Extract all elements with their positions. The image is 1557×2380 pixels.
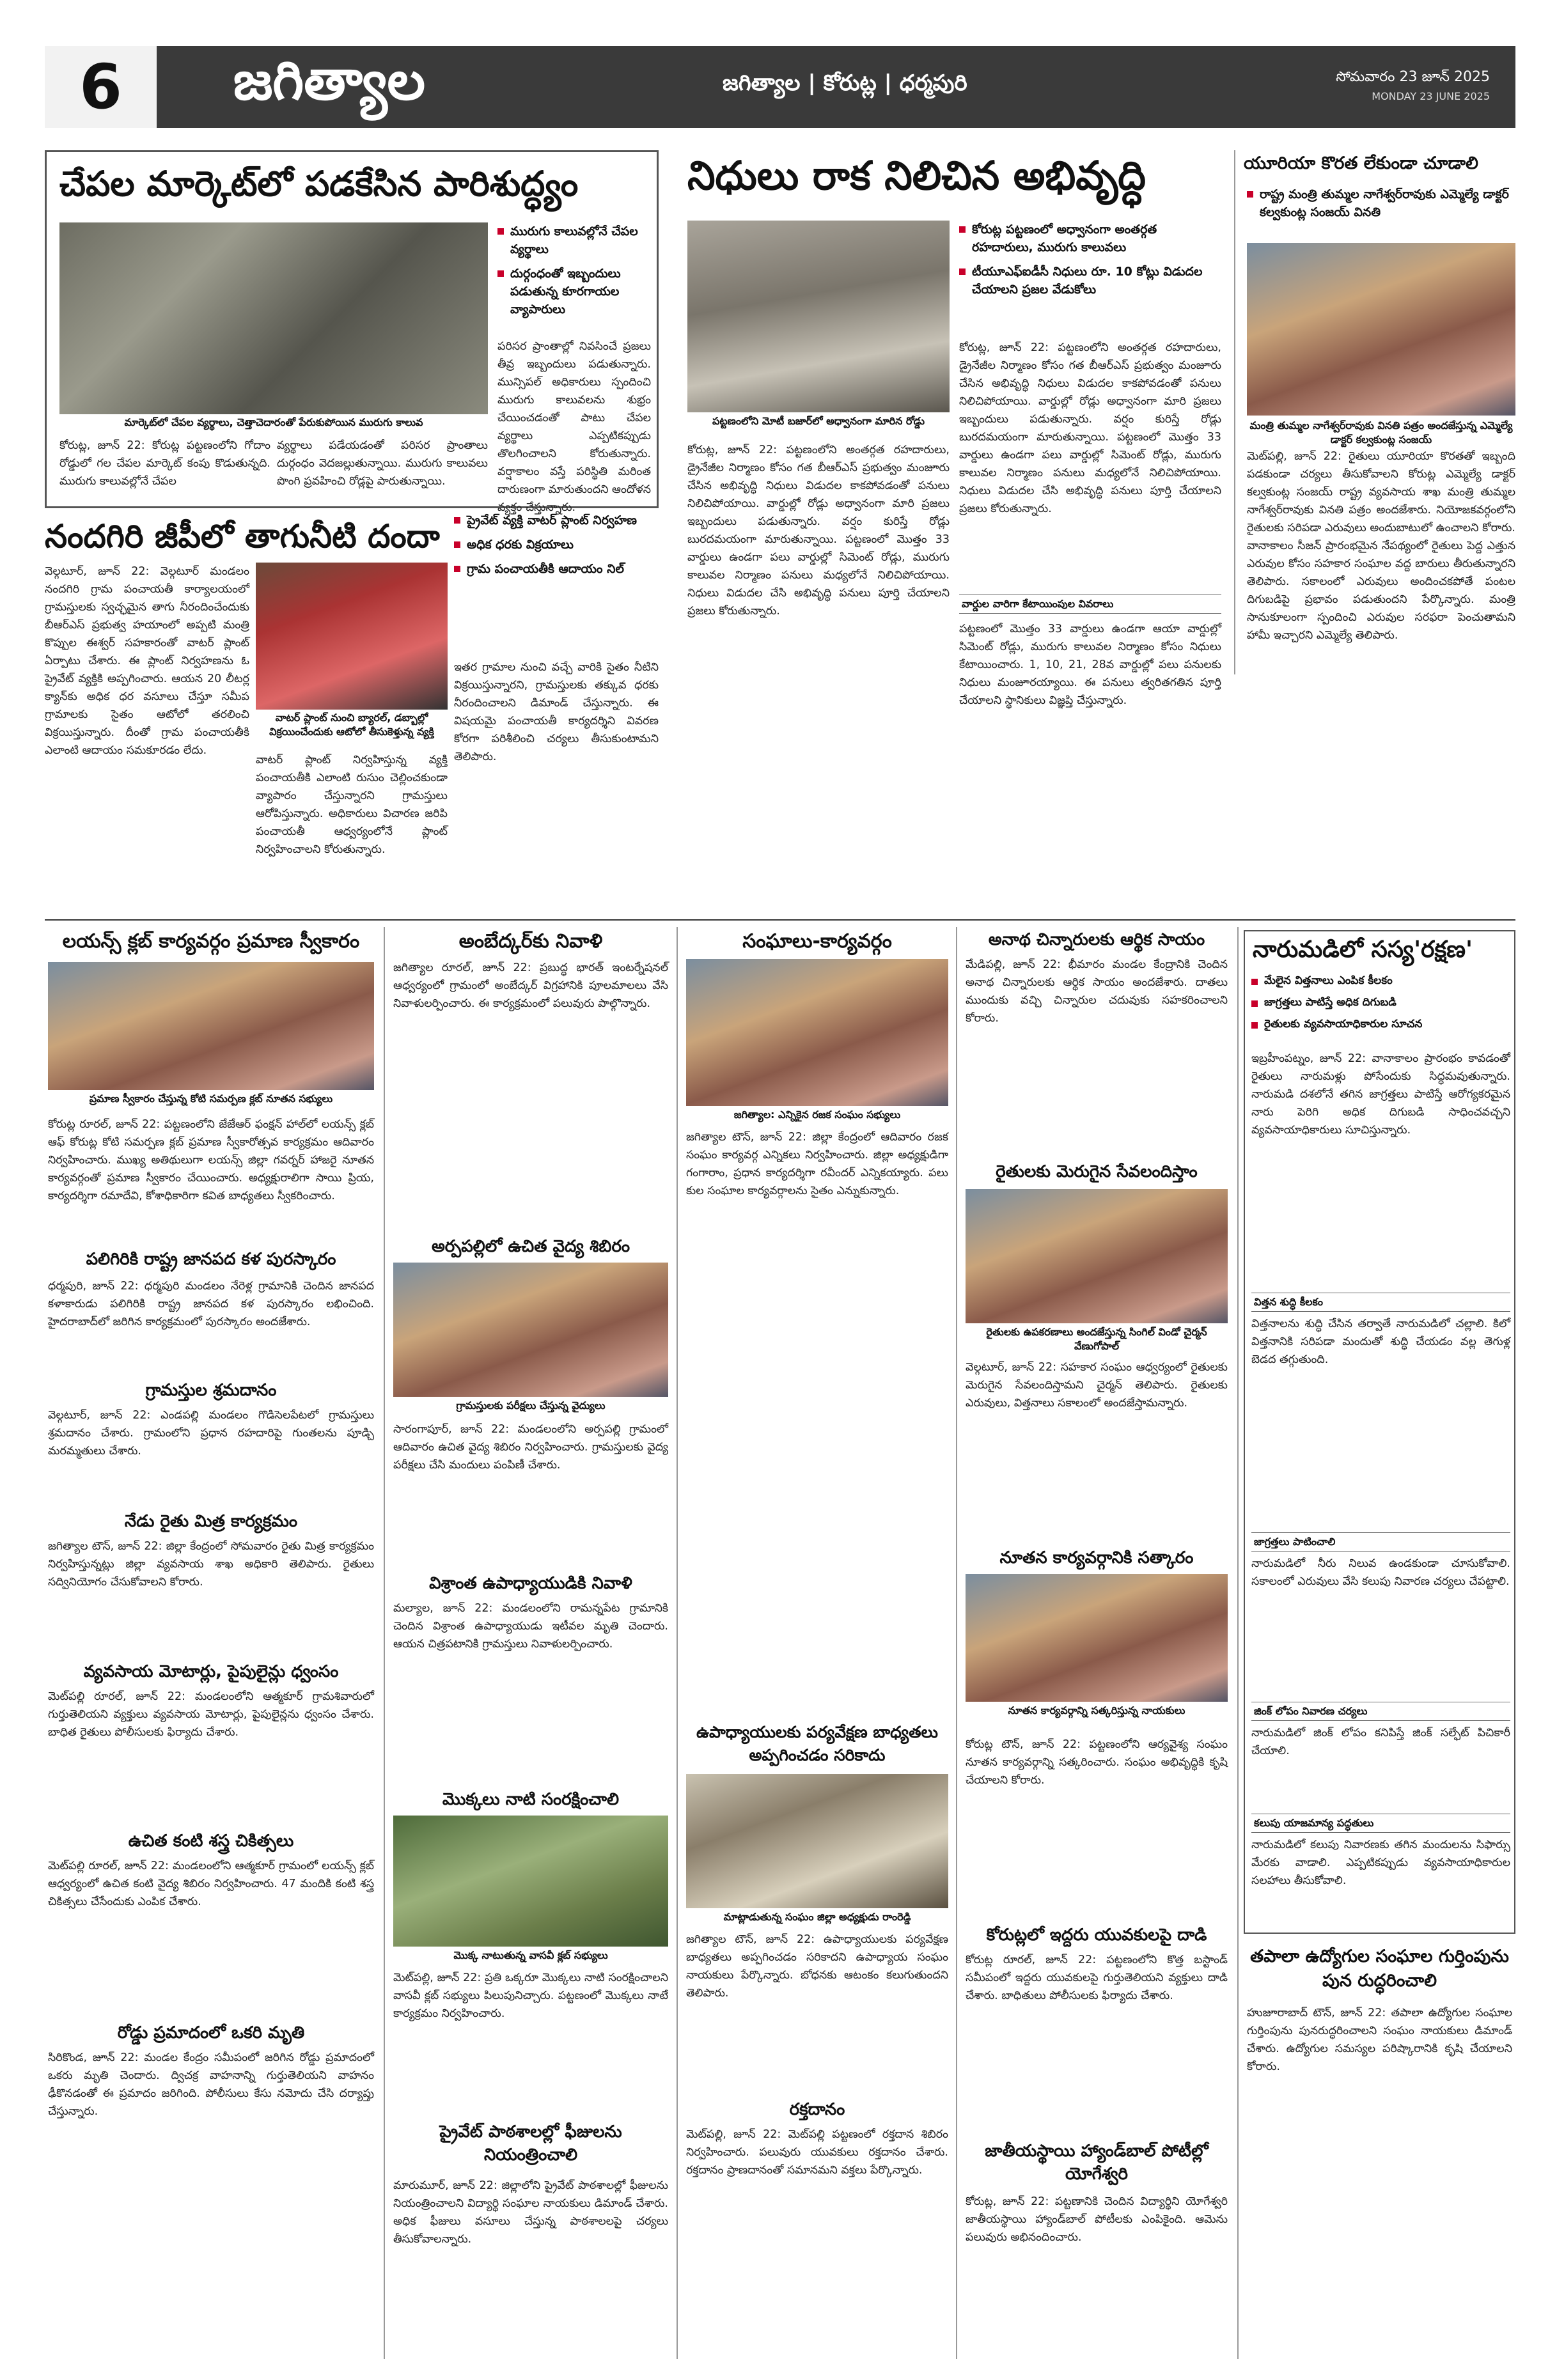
photo-caption: మొక్క నాటుతున్న వాసవీ క్లబ్ సభ్యులు [453, 1949, 608, 1961]
date-english: MONDAY 23 JUNE 2025 [1372, 90, 1490, 102]
article-body: మేడిపల్లి, జూన్ 22: భీమారం మండల కేంద్రానికి చెందిన అనాథ చిన్నారులకు ఆర్థిక సాయం అందజేశారు. దాతలు ముందుకు వచ్చి చిన్నారుల చదువుకు సహకరించాలని కోరారు. [966, 958, 1228, 1025]
photo-caption: జగిత్యాల: ఎన్నికైన రజక సంఘం సభ్యులు [733, 1108, 901, 1121]
issue-date [1336, 68, 1490, 106]
article-body: జగిత్యాల టౌన్, జూన్ 22: జిల్లా కేంద్రంలో సోమవారం రైతు మిత్ర కార్యక్రమం నిర్వహిస్తున్నట్లు జిల్లా వ్యవసాయ శాఖ అధికారి తెలిపారు. రైతులు సద్వినియోగం చేసుకోవాలని కోరారు. [48, 1540, 374, 1589]
column-divider [1237, 927, 1239, 2359]
article-body: వాటర్ ప్లాంట్ నిర్వహిస్తున్న వ్యక్తి పంచాయతీకి ఎలాంటి రుసుం చెల్లించకుండా వ్యాపారం చేస్తున్నారని గ్రామస్తులు ఆరోపిస్తున్నారు. అధికారులు విచారణ జరిపి పంచాయతీ ఆధ్వర్యంలోనే ప్లాంట్ నిర్వహించాలని కోరుతున్నారు. [256, 754, 448, 856]
column-divider [1234, 150, 1235, 674]
section-divider [45, 919, 1515, 921]
article-body: మెట్‌పల్లి, జూన్ 22: రైతులు యూరియా కొరతతో ఇబ్బంది పడకుండా చర్యలు తీసుకోవాలని కోరుట్ల ఎమ్మెల్యే డాక్టర్ కల్వకుంట్ల సంజయ్ రాష్ట్ర వ్యవసాయ శాఖ మంత్రి తుమ్మల నాగేశ్వర్‌రావుకు వినతి పత్రం అందజేశారు. నియోజకవర్గంలోని రైతులకు సరిపడా ఎరువులు అందుబాటులో ఉంచాలని కోరారు. వానాకాలం సీజన్ ప్రారంభమైన నేపథ్యంలో రైతులు పెద్ద ఎత్తున ఎరువుల కోసం సహకార సంఘాల వద్ద బారులు తీరుతున్నారని తెలిపారు. సకాలంలో ఎరువులు అందించకపోతే పంటల దిగుబడిపై ప్రభావం పడుతుందని పేర్కొన్నారు. మంత్రి సానుకూలంగా స్పందించి ఎరువుల సరఫరా పెంచుతామని హామీ ఇచ్చారని ఎమ్మెల్యే తెలిపారు. [1247, 450, 1516, 642]
article-body: నారుమడిలో జింక్ లోపం కనిపిస్తే జింక్ సల్ఫేట్ పిచికారీ చేయాలి. [1251, 1727, 1510, 1757]
article-body: మల్యాల, జూన్ 22: మండలంలోని రామన్నపేట గ్రామానికి చెందిన విశ్రాంత ఉపాధ్యాయుడు ఇటీవల మృతి చెందారు. ఆయన చిత్రపటానికి గ్రామస్తులు నివాళులర్పించారు. [393, 1602, 668, 1651]
article-body: విత్తనాలను శుద్ధి చేసిన తర్వాతే నారుమడిలో చల్లాలి. కిలో విత్తనానికి సరిపడా మందుతో శుద్ధి చేయడం వల్ల తెగుళ్ల బెడద తగ్గుతుంది. [1251, 1318, 1510, 1366]
bullet-item: దుర్గంధంతో ఇబ్బందులు పడుతున్న కూరగాయల వ్యాపారులు [497, 265, 651, 318]
bullet-item: మేలైన విత్తనాలు ఎంపిక కీలకం [1251, 973, 1510, 988]
article-body: కోరుట్ల రూరల్, జూన్ 22: పట్టణంలోని కొత్త బస్టాండ్ సమీపంలో ఇద్దరు యువకులపై గుర్తుతెలియని వ్యక్తులు దాడి చేశారు. బాధితులు పోలీసులకు ఫిర్యాదు చేశారు. [966, 1954, 1228, 2002]
article-body: కోరుట్ల, జూన్ 22: పట్టణంలోని అంతర్గత రహదారులు, డ్రైనేజీల నిర్మాణం కోసం గత బీఆర్ఎస్ ప్రభుత్వం మంజూరు చేసిన అభివృద్ధి నిధులు విడుదల కాకపోవడంతో పనులు నిలిచిపోయాయి. వార్డుల్లో రోడ్లు అధ్వానంగా మారి ప్రజలు ఇబ్బందులు పడుతున్నారు. వర్షం కురిస్తే రోడ్లు బురదమయంగా మారుతున్నాయి. పట్టణంలో మొత్తం 33 వార్డులు ఉండగా పలు వార్డుల్లో సిమెంట్ రోడ్లు, మురుగు కాలువల నిర్మాణం పనులు మధ్యలోనే నిలిచిపోయాయి. నిధులు విడుదల చేసి అభివృద్ధి పనులు పూర్తి చేయాలని ప్రజలు కోరుతున్నారు. [959, 341, 1221, 515]
column-divider [677, 927, 678, 2359]
bullet-points [1251, 973, 1510, 1038]
article-body: ఇబ్రహీంపట్నం, జూన్ 22: వానాకాలం ప్రారంభం కావడంతో రైతులు నారుమళ్లు పోసేందుకు సిద్ధమవుతున్నారు. నారుమడి దశలోనే తగిన జాగ్రత్తలు పాటిస్తే ఆరోగ్యకరమైన నారు పెరిగి అధిక దిగుబడి సాధించవచ్చని వ్యవసాయాధికారులు సూచిస్తున్నారు. [1251, 1052, 1510, 1137]
article-body: మారుమూర్, జూన్ 22: జిల్లాలోని ప్రైవేట్ పాఠశాలల్లో ఫీజులను నియంత్రించాలని విద్యార్థి సంఘాల నాయకులు డిమాండ్ చేశారు. అధిక ఫీజులు వసూలు చేస్తున్న పాఠశాలలపై చర్యలు తీసుకోవాలన్నారు. [393, 2179, 668, 2246]
photo-caption: రైతులకు ఉపకరణాలు అందజేస్తున్న సింగిల్ విండో చైర్మన్ వేణుగోపాల్ [986, 1326, 1207, 1352]
photo-minister-petition [1247, 243, 1515, 416]
photo-farmers-aid [966, 1189, 1228, 1323]
headline: గ్రామస్తుల శ్రమదానం [145, 1381, 277, 1400]
subheading: విత్తన శుద్ధి కీలకం [1251, 1293, 1510, 1312]
headline: విశ్రాంత ఉపాధ్యాయుడికి నివాళి [429, 1574, 632, 1593]
bullet-points [1247, 185, 1515, 228]
headline: పలిగిరికి రాష్ట్ర జానపద కళ పురస్కారం [86, 1250, 336, 1269]
article-body: జగిత్యాల రూరల్, జూన్ 22: ప్రబుద్ధ భారత్ ఇంటర్నేషనల్ ఆధ్వర్యంలో గ్రామంలో అంబేద్కర్ విగ్రహానికి పూలమాలలు వేసి నివాళులర్పించారు. ఈ కార్యక్రమంలో పలువురు పాల్గొన్నారు. [393, 961, 668, 1010]
headline: అంబేద్కర్‌కు నివాళి [458, 930, 603, 953]
article-body: ధర్మపురి, జూన్ 22: ధర్మపురి మండలం నేరెళ్ల గ్రామానికి చెందిన జానపద కళాకారుడు పలిగిరికి రాష్ట్ర జానపద కళ పురస్కారం లభించింది. హైదరాబాద్‌లో జరిగిన కార్యక్రమంలో పురస్కారం అందజేశారు. [48, 1280, 374, 1328]
photo-caption: పట్టణంలోని మోటీ బజార్‌లో అధ్వానంగా మారిన రోడ్డు [712, 415, 925, 427]
article-body: మెట్‌పల్లి రూరల్, జూన్ 22: మండలంలోని ఆత్మకూర్ గ్రామంలో లయన్స్ క్లబ్ ఆధ్వర్యంలో ఉచిత కంటి వైద్య శిబిరం నిర్వహించారు. 47 మందికి కంటి శస్త్ర చికిత్సలు చేసేందుకు ఎంపిక చేశారు. [48, 1860, 374, 1908]
article-fish-market [45, 150, 659, 514]
headline: నిధులు రాక నిలిచిన అభివృద్ధి [687, 152, 1146, 199]
article-body: జగిత్యాల టౌన్, జూన్ 22: ఉపాధ్యాయులకు పర్యవేక్షణ బాధ్యతలు అప్పగించడం సరికాదని ఉపాధ్యాయ సంఘం నాయకులు పేర్కొన్నారు. బోధనకు ఆటంకం కలుగుతుందని తెలిపారు. [686, 1933, 948, 2000]
photo-caption: గ్రామస్తులకు పరీక్షలు చేస్తున్న వైద్యులు [456, 1399, 606, 1412]
article-body: కోరుట్ల, జూన్ 22: పట్టణానికి చెందిన విద్యార్థిని యోగేశ్వరి జాతీయస్థాయి హ్యాండ్‌బాల్ పోటీలకు ఎంపికైంది. ఆమెను పలువురు అభినందించారు. [966, 2195, 1228, 2244]
bullet-item: కోరుట్ల పట్టణంలో అధ్వానంగా అంతర్గత రహదారులు, మురుగు కాలువలు [959, 221, 1221, 256]
masthead [45, 46, 1515, 128]
photo-fish-market [59, 222, 488, 414]
photo-caption: ప్రమాణ స్వీకారం చేస్తున్న కోటి సమర్పణ క్లబ్ నూతన సభ్యులు [89, 1093, 333, 1105]
bullet-item: రైతులకు వ్యవసాయాధికారుల సూచన [1251, 1016, 1510, 1032]
headline: నేడు రైతు మిత్ర కార్యక్రమం [124, 1512, 298, 1531]
headline: ఉపాధ్యాయులకు పర్యవేక్షణ బాధ్యతలు అప్పగించడం సరికాదు [696, 1723, 938, 1764]
bullet-item: మురుగు కాలువల్లోనే చేపల వ్యర్థాలు [497, 222, 651, 258]
subheading: కలుపు యాజమాన్య పద్ధతులు [1251, 1814, 1510, 1833]
article-nursery-protection [1244, 930, 1515, 1934]
photo-planting [393, 1816, 668, 1947]
subheading: జింక్ లోపం నివారణ చర్యలు [1251, 1702, 1510, 1721]
article-body: కోరుట్ల టౌన్, జూన్ 22: పట్టణంలోని ఆర్యవైశ్య సంఘం నూతన కార్యవర్గాన్ని సత్కరించారు. సంఘం అభివృద్ధికి కృషి చేయాలని కోరారు. [966, 1738, 1228, 1787]
photo-felicitation [966, 1574, 1228, 1702]
headline: రక్తదానం [789, 2100, 845, 2119]
photo-caption: నూతన కార్యవర్గాన్ని సత్కరిస్తున్న నాయకులు [1008, 1704, 1185, 1716]
article-body: వ్యర్థాలు పడేయడంతో పరిసర ప్రాంతాలు దుర్గంధం వెదజల్లుతున్నాయి. మురుగు కాలువలు పొంగి ప్రవహించి రోడ్లపై పారుతున్నాయి. [277, 439, 488, 488]
article-body: కోరుట్ల, జూన్ 22: పట్టణంలోని అంతర్గత రహదారులు, డ్రైనేజీల నిర్మాణం కోసం గత బీఆర్ఎస్ ప్రభుత్వం మంజూరు చేసిన అభివృద్ధి నిధులు విడుదల కాకపోవడంతో పనులు నిలిచిపోయాయి. వార్డుల్లో రోడ్లు అధ్వానంగా మారి ప్రజలు ఇబ్బందులు పడుతున్నారు. వర్షం కురిస్తే రోడ్లు బురదమయంగా మారుతున్నాయి. పట్టణంలో మొత్తం 33 వార్డులు ఉండగా పలు వార్డుల్లో సిమెంట్ రోడ్లు, మురుగు కాలువల నిర్మాణం పనులు మధ్యలోనే నిలిచిపోయాయి. నిధులు విడుదల చేసి అభివృద్ధి పనులు పూర్తి చేయాలని ప్రజలు కోరుతున్నారు. [687, 444, 950, 618]
headline: జాతీయస్థాయి హ్యాండ్‌బాల్ పోటీల్లో యోగేశ్వరి [985, 2142, 1209, 2184]
headline: చేపల మార్కెట్‌లో పడకేసిన పారిశుద్ధ్యం [59, 164, 579, 204]
headline: అర్పపల్లిలో ఉచిత వైద్య శిబిరం [431, 1237, 630, 1256]
article-body: మెట్‌పల్లి, జూన్ 22: ప్రతి ఒక్కరూ మొక్కలు నాటి సంరక్షించాలని వాసవీ క్లబ్ సభ్యులు పిలుపునిచ్చారు. పట్టణంలో మొక్కలు నాటే కార్యక్రమం నిర్వహించారు. [393, 1972, 668, 2020]
photo-caption: వాటర్ ప్లాంట్ నుంచి బ్యారల్, డబ్బాల్లో విక్రయించేందుకు ఆటోలో తీసుకెళ్తున్న వ్యక్తి [269, 712, 434, 738]
article-body: కోరుట్ల రూరల్, జూన్ 22: పట్టణంలోని జేజేఆర్ ఫంక్షన్ హాల్‌లో లయన్స్ క్లబ్ ఆఫ్ కోరుట్ల కోటి సమర్పణ క్లబ్ ప్రమాణ స్వీకారోత్సవ కార్యక్రమం ఆదివారం నిర్వహించారు. ముఖ్య అతిథులుగా లయన్స్ జిల్లా గవర్నర్ హాజరై నూతన కార్యవర్గంతో ప్రమాణ స్వీకారం చేయించారు. అధ్యక్షురాలిగా సాయి ప్రియ, కార్యదర్శిగా రమాదేవి, కోశాధికారిగా కవిత బాధ్యతలు స్వీకరించారు. [48, 1118, 374, 1202]
headline: కోరుట్లలో ఇద్దరు యువకులపై దాడి [986, 1925, 1207, 1945]
headline: వ్యవసాయ మోటార్లు, పైపులైన్లు ధ్వంసం [83, 1662, 339, 1681]
article-body: మెట్‌పల్లి, జూన్ 22: మెట్‌పల్లి పట్టణంలో రక్తదాన శిబిరం నిర్వహించారు. పలువురు యువకులు రక్తదానం చేశారు. రక్తదానం ప్రాణదానంతో సమానమని వక్తలు పేర్కొన్నారు. [686, 2128, 948, 2177]
headline: తపాలా ఉద్యోగుల సంఘాల గుర్తింపును పున రుద్ధరించాలి [1250, 1947, 1509, 1991]
article-body: నారుమడిలో కలుపు నివారణకు తగిన మందులను సిఫార్సు మేరకు వాడాలి. ఎప్పటికప్పుడు వ్యవసాయాధికారుల సలహాలు తీసుకోవాలి. [1251, 1839, 1510, 1887]
article-body: వెల్గటూర్, జూన్ 22: వెల్గటూర్ మండలం నందగిరి గ్రామ పంచాయతీ కార్యాలయంలో గ్రామస్తులకు స్వచ్ఛమైన తాగు నీరందించేందుకు బీఆర్ఎస్ ప్రభుత్వ హయాంలో అప్పటి మంత్రి కొప్పుల ఈశ్వర్ సహకారంతో వాటర్ ప్లాంట్ ఏర్పాటు చేశారు. ఈ ప్లాంట్ నిర్వహణను ఓ ప్రైవేట్ వ్యక్తికి అప్పగించారు. ఆయన 20 లీటర్ల క్యాన్‌కు అధిక ధర వసూలు చేస్తూ సమీప గ్రామాలకు సైతం ఆటోలో తరలించి విక్రయిస్తున్నారు. దీంతో గ్రామ పంచాయతీకి ఎలాంటి ఆదాయం సమకూరడం లేదు. [45, 565, 249, 757]
photo-association-members [686, 959, 948, 1106]
subheading: జాగ్రత్తలు పాటించాలి [1251, 1532, 1510, 1552]
article-body: పరిసర ప్రాంతాల్లో నివసించే ప్రజలు తీవ్ర ఇబ్బందులు పడుతున్నారు. మున్సిపల్ అధికారులు స్పందించి మురుగు కాలువలను శుభ్రం చేయించడంతో పాటు చేపల వ్యర్థాలు ఎప్పటికప్పుడు తొలగించాలని కోరుతున్నారు. వర్షాకాలం వస్తే పరిస్థితి మరింత దారుణంగా మారుతుందని ఆందోళన వ్యక్తం చేస్తున్నారు. [497, 340, 651, 514]
article-body: పట్టణంలో మొత్తం 33 వార్డులు ఉండగా ఆయా వార్డుల్లో సిమెంట్ రోడ్లు, మురుగు కాలువల నిర్మాణం కోసం నిధులు కేటాయించారు. 1, 10, 21, 28వ వార్డుల్లో పలు పనులకు నిధులు మంజూరయ్యాయి. ఈ పనులు త్వరితగతిన పూర్తి చేయాలని స్థానికులు విజ్ఞప్తి చేస్తున్నారు. [959, 623, 1221, 707]
article-body: మెట్‌పల్లి రూరల్, జూన్ 22: మండలంలోని ఆత్మకూర్ గ్రామశివారులో గుర్తుతెలియని వ్యక్తులు వ్యవసాయ మోటార్లు, పైపులైన్లను ధ్వంసం చేశారు. బాధిత రైతులు పోలీసులకు ఫిర్యాదు చేశారు. [48, 1690, 374, 1739]
headline: నందగిరి జీపీలో తాగునీటి దందా [45, 518, 440, 555]
article-body: ఇతర గ్రామాల నుంచి వచ్చే వారికి సైతం నీటిని విక్రయిస్తున్నారని, గ్రామస్తులకు తక్కువ ధరకు నీరందించాలని డిమాండ్ చేస్తున్నారు. ఈ విషయమై పంచాయతీ కార్యదర్శిని వివరణ కోరగా పరిశీలించి చర్యలు తీసుకుంటామని తెలిపారు. [454, 661, 659, 763]
subheading: వార్డుల వారిగా కేటాయింపుల వివరాలు [959, 595, 1221, 614]
article-body: నారుమడిలో నీరు నిలువ ఉండకుండా చూసుకోవాలి. సకాలంలో ఎరువులు వేసి కలుపు నివారణ చర్యలు చేపట్టాలి. [1251, 1557, 1510, 1588]
page-number: 6 [45, 46, 157, 128]
bullet-item: గ్రామ పంచాయతీకి ఆదాయం నిల్ [454, 560, 659, 578]
bullet-item: అధిక ధరకు విక్రయాలు [454, 536, 659, 554]
article-body: సారంగాపూర్, జూన్ 22: మండలంలోని అర్పపల్లి గ్రామంలో ఆదివారం ఉచిత వైద్య శిబిరం నిర్వహించారు. గ్రామస్తులకు వైద్య పరీక్షలు చేసి మందులు పంపిణీ చేశారు. [393, 1423, 668, 1472]
headline: రోడ్డు ప్రమాదంలో ఒకరి మృతి [117, 2023, 305, 2042]
date-telugu: సోమవారం 23 జూన్ 2025 [1336, 69, 1490, 85]
column-divider [956, 927, 957, 2359]
photo-teachers-meeting [686, 1774, 948, 1908]
bullet-points [497, 222, 651, 325]
headline: యూరియా కొరత లేకుండా చూడాలి [1244, 153, 1478, 173]
headline: ప్రైవేట్ పాఠశాలల్లో ఫీజులను నియంత్రించాలి [439, 2122, 622, 2165]
headline: మొక్కలు నాటి సంరక్షించాలి [442, 1790, 620, 1809]
photo-lions-club [48, 962, 374, 1090]
headline: ఉచిత కంటి శస్త్ర చికిత్సలు [128, 1832, 294, 1851]
photo-damaged-road [687, 221, 950, 412]
column-divider [384, 927, 385, 2359]
headline: రైతులకు మెరుగైన సేవలందిస్తాం [996, 1162, 1198, 1181]
article-body: వెల్గటూర్, జూన్ 22: సహకార సంఘం ఆధ్వర్యంలో రైతులకు మెరుగైన సేవలందిస్తామని చైర్మన్ తెలిపారు. రైతులకు ఎరువులు, విత్తనాలు సకాలంలో అందజేస్తామన్నారు. [966, 1361, 1228, 1410]
photo-caption: మాట్లాడుతున్న సంఘం జిల్లా అధ్యక్షుడు రాంరెడ్డి [723, 1911, 911, 1923]
bullet-item: టీయూఎఫ్ఐడీసీ నిధులు రూ. 10 కోట్లు విడుదల చేయాలని ప్రజల వేడుకోలు [959, 263, 1221, 299]
photo-caption: మార్కెట్‌లో చేపల వ్యర్థాలు, చెత్తాచెదారంతో పేరుకుపోయిన మురుగు కాలువ [124, 416, 423, 428]
article-body: హుజూరాబాద్ టౌన్, జూన్ 22: తపాలా ఉద్యోగుల సంఘాల గుర్తింపును పునరుద్ధరించాలని సంఘం నాయకులు డిమాండ్ చేశారు. ఉద్యోగుల సమస్యల పరిష్కారానికి కృషి చేయాలని కోరారు. [1247, 2007, 1512, 2073]
photo-caption: మంత్రి తుమ్మల నాగేశ్వర్‌రావుకు వినతి పత్రం అందజేస్తున్న ఎమ్మెల్యే డాక్టర్ కల్వకుంట్ల సంజయ్ [1249, 419, 1513, 446]
article-body: కోరుట్ల, జూన్ 22: కోరుట్ల పట్టణంలోని గోదాం రోడ్డులో గల చేపల మార్కెట్ కంపు కొడుతున్నది. మురుగు కాలువల్లోనే చేపల [59, 439, 270, 488]
headline: సంఘాలు-కార్యవర్గం [742, 930, 892, 953]
bullet-points [959, 221, 1221, 305]
subsections: జగిత్యాల | కోరుట్ల | ధర్మపురి [723, 70, 967, 96]
headline: నూతన కార్యవర్గానికి సత్కారం [999, 1548, 1194, 1567]
article-body: వెల్గటూర్, జూన్ 22: ఎండపల్లి మండలం గొడిసెలపేటలో గ్రామస్తులు శ్రమదానం చేశారు. గ్రామంలోని ప్రధాన రహదారిపై గుంతలను పూడ్చి మరమ్మతులు చేశారు. [48, 1409, 374, 1458]
bullet-points [454, 511, 659, 584]
bullet-item: జాగ్రత్తలు పాటిస్తే అధిక దిగుబడి [1251, 995, 1510, 1010]
article-body: జగిత్యాల టౌన్, జూన్ 22: జిల్లా కేంద్రంలో ఆదివారం రజక సంఘం కార్యవర్గ ఎన్నికలు నిర్వహించారు. జిల్లా అధ్యక్షుడిగా గంగారాం, ప్రధాన కార్యదర్శిగా రవీందర్ ఎన్నికయ్యారు. పలు కుల సంఘాల కార్యవర్గాలను సైతం ఎన్నుకున్నారు. [686, 1131, 948, 1197]
photo-medical-camp [393, 1263, 668, 1397]
bullet-item: రాష్ట్ర మంత్రి తుమ్మల నాగేశ్వర్‌రావుకు ఎమ్మెల్యే డాక్టర్ కల్వకుంట్ల సంజయ్ వినతి [1247, 185, 1515, 221]
headline: అనాథ చిన్నారులకు ఆర్థిక సాయం [988, 930, 1205, 949]
photo-water-plant [256, 563, 448, 710]
section-title: జగిత్యాల [163, 46, 496, 128]
article-body: సిరికొండ, జూన్ 22: మండల కేంద్రం సమీపంలో జరిగిన రోడ్డు ప్రమాదంలో ఒకరు మృతి చెందారు. ద్విచక్ర వాహనాన్ని గుర్తుతెలియని వాహనం ఢీకొనడంతో ఈ ప్రమాదం జరిగింది. పోలీసులు కేసు నమోదు చేసి దర్యాప్తు చేస్తున్నారు. [48, 2051, 374, 2118]
bullet-item: ప్రైవేట్ వ్యక్తి వాటర్ ప్లాంట్ నిర్వహణ [454, 511, 659, 529]
headline: లయన్స్ క్లబ్ కార్యవర్గం ప్రమాణ స్వీకారం [62, 930, 360, 953]
headline: నారుమడిలో సస్య'రక్షణ' [1253, 937, 1473, 963]
